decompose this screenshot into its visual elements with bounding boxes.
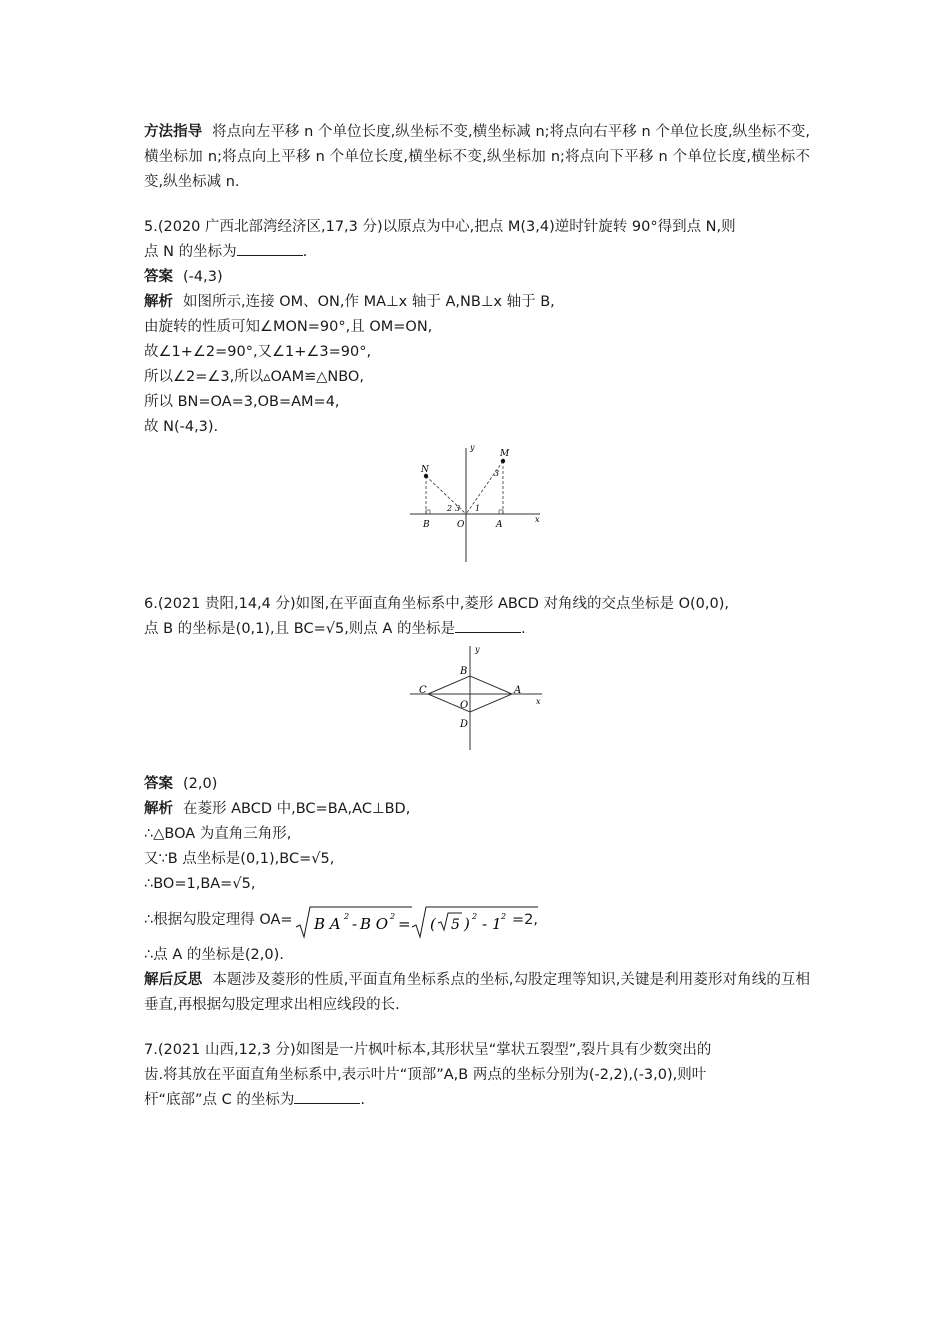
q5-figure: [144, 440, 810, 570]
q5-stem-line-1: 5.(2020 广西北部湾经济区,17,3 分)以原点为中心,把点 M(3,4)逆时针旋转 90°得到点 N,则: [144, 219, 736, 235]
method-text: 将点向左平移 n 个单位长度,纵坐标不变,横坐标减 n;将点向右平移 n 个单位长度,纵坐标不变,横坐标加 n;将点向上平移 n 个单位长度,横坐标不变,纵坐标加 n;将点向下平移 n 个单位长度,横坐标不变,纵坐标减 n.: [144, 124, 810, 190]
q6-stem-end: .: [520, 621, 526, 637]
q6-analysis-text-4: ∴BO=1,BA=: [144, 876, 233, 892]
q5-analysis-line-0: [144, 290, 810, 315]
q6-radical-exp-3: 2: [472, 912, 478, 921]
q6-radical-ba: B A: [314, 915, 341, 933]
q6-analysis-root-3: √5: [311, 851, 330, 867]
q6-answer-tag: 答案: [144, 776, 173, 792]
q6-radical-paren-open: (: [430, 915, 436, 933]
q5-answer-tag: 答案: [144, 269, 173, 285]
q5-angle-3: 3: [455, 504, 461, 513]
q5-label-x: x: [535, 515, 540, 524]
q5-label-m: M: [500, 449, 510, 459]
q7-answer-blank: [294, 1089, 360, 1104]
q6-answer-value: (2,0): [183, 776, 218, 792]
q6-answer: [144, 772, 810, 797]
q5-analysis-line-1: 由旋转的性质可知∠MON=90°,且 OM=ON,: [144, 319, 433, 335]
q6-label-d: D: [460, 719, 469, 730]
q5-angle-3-top: 3: [494, 469, 500, 478]
q7-stem-line-3: [144, 1088, 810, 1113]
q5-angle-1: 1: [475, 504, 481, 513]
q6-rhombus-diagram: [144, 642, 810, 754]
q5-stem-end: .: [302, 244, 308, 260]
q6-analysis-line-3: [144, 847, 810, 872]
q5-point-m: [501, 459, 505, 463]
q6-radical-exp-2: 2: [390, 912, 396, 921]
q6-analysis-text-5: ∴根据勾股定理得 OA=: [144, 912, 293, 928]
q5-angle-2: 2: [447, 504, 453, 513]
q6-radical-bo: B O: [360, 915, 389, 933]
q6-label-a: A: [514, 685, 522, 696]
q5-analysis-text: 如图所示,连接 OM、ON,作 MA⊥x 轴于 A,NB⊥x 轴于 B,: [183, 294, 555, 310]
q5-answer-blank: [237, 241, 303, 256]
q6-stem-line-1: 6.(2021 贵阳,14,4 分)如图,在平面直角坐标系中,菱形 ABCD 对角线的交点坐标是 O(0,0),: [144, 596, 730, 612]
q5-analysis-line-5: 故 N(-4,3).: [144, 419, 219, 435]
q5-analysis-line-4: 所以 BN=OA=3,OB=AM=4,: [144, 394, 340, 410]
q7-stem-end: .: [360, 1092, 365, 1108]
q6-label-b: B: [460, 666, 468, 677]
q6-label-x: x: [536, 697, 541, 706]
q6-radical-equals: =: [398, 915, 411, 933]
q6-radical-one: 1: [492, 915, 502, 933]
q6-stem-text-a: 点 B 的坐标是(0,1),且 BC=: [144, 621, 326, 637]
q5-right-angle-a: [499, 510, 503, 514]
q6-label-o: O: [460, 700, 469, 711]
q6-reflection-tag: 解后反思: [144, 972, 203, 988]
q6-analysis-text-3: 又∵B 点坐标是(0,1),BC=: [144, 851, 312, 867]
q6-analysis-line-1: [144, 797, 810, 822]
q6-analysis-root-4: √5: [232, 876, 251, 892]
q5-stem-text: 点 N 的坐标为: [144, 244, 237, 260]
q5-label-n: N: [421, 465, 429, 475]
q6-radical-five: 5: [451, 917, 460, 933]
q6-analysis-end-5: =2,: [512, 912, 538, 928]
q6-analysis-line-4: [144, 872, 810, 897]
q6-analysis-line-2: ∴△BOA 为直角三角形,: [144, 826, 292, 842]
q6-radical-minus-2: -: [482, 915, 488, 933]
q5-label-b: B: [423, 520, 430, 530]
q6-figure: [144, 642, 810, 754]
q5-analysis-line-2: 故∠1+∠2=90°,又∠1+∠3=90°,: [144, 344, 372, 360]
q5-answer-value: (-4,3): [183, 269, 223, 285]
q6-analysis-line-6: ∴点 A 的坐标是(2,0).: [144, 947, 284, 963]
q6-radical-exp-4: 2: [501, 912, 507, 921]
q6-radical-paren-close: ): [464, 915, 470, 933]
q6-root5: √5: [325, 621, 345, 637]
q5-answer: [144, 265, 810, 290]
q6-analysis-end-3: ,: [329, 851, 335, 867]
q7-stem-line-2: 齿.将其放在平面直角坐标系中,表示叶片“顶部”A,B 两点的坐标分别为(-2,2),(-3,0),则叶: [144, 1067, 707, 1083]
q6-label-c: C: [419, 685, 427, 696]
q6-stem-text-b: ,则点 A 的坐标是: [344, 621, 455, 637]
q5-label-a: A: [496, 520, 503, 530]
method-tag: 方法指导: [144, 124, 203, 140]
q5-label-o: O: [457, 520, 465, 530]
q6-reflection-text: 本题涉及菱形的性质,平面直角坐标系点的坐标,勾股定理等知识,关键是利用菱形对角线的互相垂直,再根据勾股定理求出相应线段的长.: [144, 972, 811, 1013]
q6-analysis-end-4: ,: [250, 876, 256, 892]
q6-radical-exp-1: 2: [344, 912, 350, 921]
q6-stem-line-2: [144, 617, 810, 642]
q5-analysis-tag: 解析: [144, 294, 173, 310]
q6-analysis-tag: 解析: [144, 801, 173, 817]
q5-stem-line-2: [144, 240, 810, 265]
q6-analysis-text-1: 在菱形 ABCD 中,BC=BA,AC⊥BD,: [183, 801, 411, 817]
method-guidance: [144, 120, 810, 195]
q6-label-y: y: [475, 645, 480, 654]
q6-radical-minus-1: -: [352, 915, 358, 933]
q6-answer-blank: [455, 618, 521, 633]
page-content: [144, 120, 810, 1113]
q6-pythagoras-line: [144, 897, 810, 943]
q5-rotation-diagram: [144, 440, 810, 570]
q5-analysis-line-3: 所以∠2=∠3,所以▵OAM≌△NBO,: [144, 369, 364, 385]
q5-label-y: y: [470, 443, 475, 452]
q7-stem-line-1: 7.(2021 山西,12,3 分)如图是一片枫叶标本,其形状呈“掌状五裂型”,裂片具有少数突出的: [144, 1042, 712, 1058]
q7-stem-text: 杆“底部”点 C 的坐标为: [144, 1092, 295, 1108]
q5-right-angle-b: [426, 510, 430, 514]
q6-reflection: [144, 968, 810, 1018]
